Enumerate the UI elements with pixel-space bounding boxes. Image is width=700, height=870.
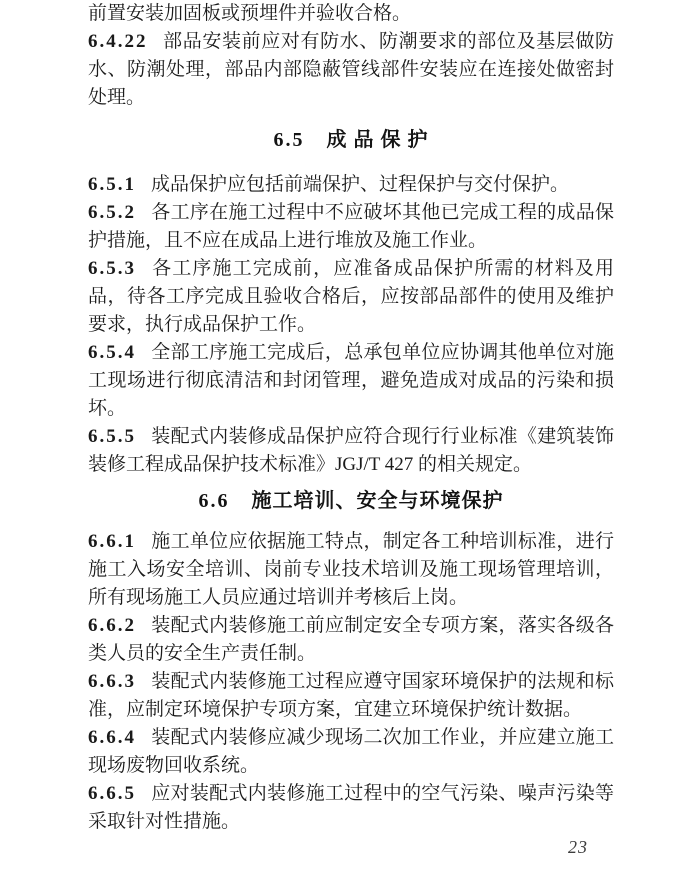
clause-text: 装配式内装修成品保护应符合现行行业标准《建筑装饰装修工程成品保护技术标准》JGJ/T 427 的相关规定。: [88, 426, 614, 475]
clause-6-6-5: [88, 780, 614, 836]
clause-6-4-22: [88, 28, 614, 112]
clause-text: 装配式内装修应减少现场二次加工作业，并应建立施工现场废物回收系统。: [88, 727, 614, 776]
clause-text: 各工序施工完成前，应准备成品保护所需的材料及用品，待各工序完成且验收合格后，应按部品部件的使用及维护要求，执行成品保护工作。: [88, 258, 614, 335]
page-number: 23: [568, 837, 588, 857]
clause-number: 6.6.3: [88, 671, 136, 692]
clause-number: 6.4.22: [88, 31, 148, 52]
clause-number: 6.5.1: [88, 174, 136, 195]
clause-6-5-4: [88, 339, 614, 423]
section-title: 成 品 保 护: [326, 129, 429, 151]
clause-number: 6.5.3: [88, 258, 136, 279]
clause-number: 6.5.5: [88, 426, 136, 447]
clause-6-5-3: [88, 255, 614, 339]
clause-text: 装配式内装修施工前应制定安全专项方案，落实各级各类人员的安全生产责任制。: [88, 615, 614, 664]
clause-6-6-2: [88, 612, 614, 668]
clause-text: 部品安装前应对有防水、防潮要求的部位及基层做防水、防潮处理，部品内部隐蔽管线部件安装应在连接处做密封处理。: [88, 31, 614, 108]
clause-text: 全部工序施工完成后，总承包单位应协调其他单位对施工现场进行彻底清洁和封闭管理，避免造成对成品的污染和损坏。: [88, 342, 614, 419]
clause-number: 6.5.2: [88, 202, 136, 223]
clause-number: 6.6.4: [88, 727, 136, 748]
clause-6-6-3: [88, 668, 614, 724]
clause-6-6-4: [88, 724, 614, 780]
clause-text: 成品保护应包括前端保护、过程保护与交付保护。: [151, 174, 570, 195]
clause-6-5-1: [88, 171, 614, 199]
paragraph-text: 前置安装加固板或预埋件并验收合格。: [88, 3, 412, 24]
paragraph-continuation: [88, 0, 614, 28]
clause-number: 6.5.4: [88, 342, 136, 363]
clause-text: 施工单位应依据施工特点，制定各工种培训标准，进行施工入场安全培训、岗前专业技术培训及施工现场管理培训，所有现场施工人员应通过培训并考核后上岗。: [88, 531, 614, 608]
clause-number: 6.6.1: [88, 531, 136, 552]
clause-text: 各工序在施工过程中不应破坏其他已完成工程的成品保护措施，且不应在成品上进行堆放及施工作业。: [88, 202, 614, 251]
section-title: 施工培训、安全与环境保护: [251, 490, 504, 512]
clause-text: 装配式内装修施工过程应遵守国家环境保护的法规和标准，应制定环境保护专项方案，宜建立环境保护统计数据。: [88, 671, 614, 720]
clause-number: 6.6.2: [88, 615, 136, 636]
section-number: 6.6: [198, 490, 230, 512]
section-heading-6-6: [88, 487, 614, 516]
clause-6-5-2: [88, 199, 614, 255]
section-number: 6.5: [273, 129, 305, 151]
section-heading-6-5: [88, 126, 614, 155]
clause-number: 6.6.5: [88, 783, 136, 804]
clause-6-5-5: [88, 423, 614, 479]
clause-text: 应对装配式内装修施工过程中的空气污染、噪声污染等采取针对性措施。: [88, 783, 614, 832]
clause-6-6-1: [88, 528, 614, 612]
